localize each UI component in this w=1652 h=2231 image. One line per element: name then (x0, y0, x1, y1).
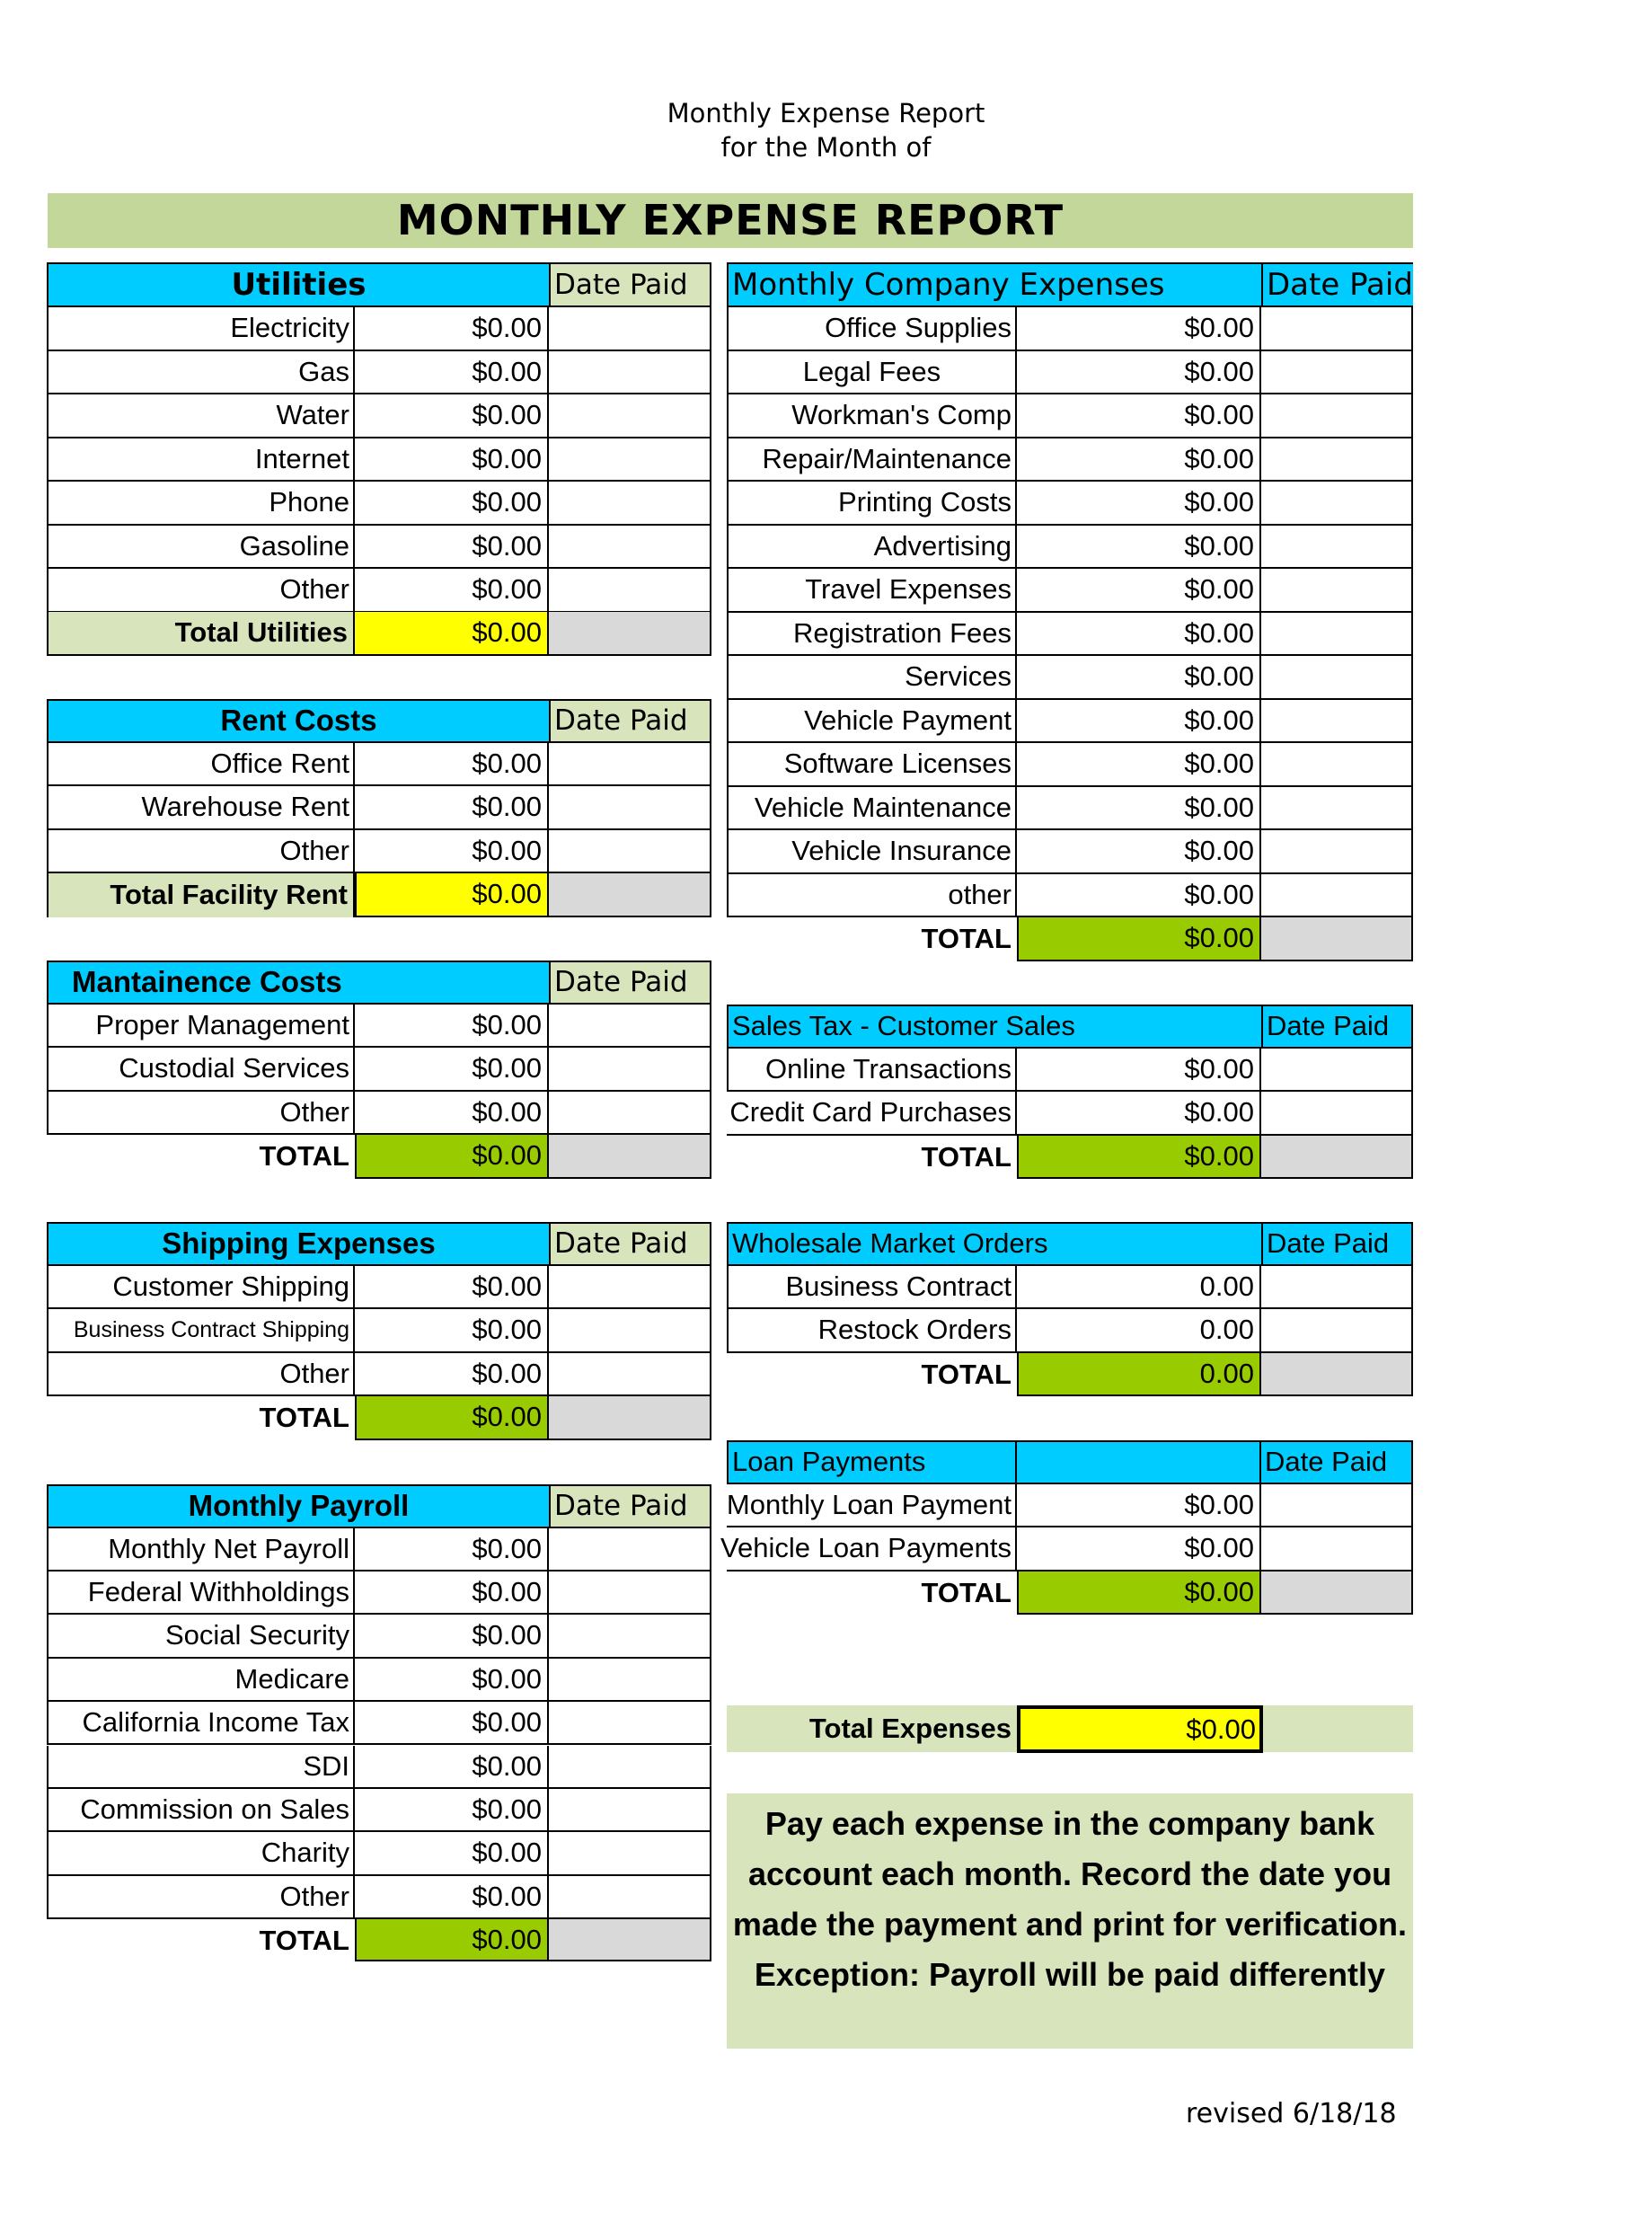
date-paid-field[interactable] (1261, 830, 1413, 874)
row-label: Business Contract (727, 1266, 1017, 1310)
loans-row (720, 1527, 1413, 1571)
amount-field[interactable]: $0.00 (1017, 569, 1261, 613)
loan-payments-title: Loan Payments (732, 1446, 926, 1478)
row-label: Services (727, 656, 1017, 700)
loan-total-amount: $0.00 (1017, 1571, 1261, 1616)
row-label: Phone (47, 482, 355, 526)
maintenance-row (47, 1048, 711, 1092)
amount-field[interactable]: $0.00 (355, 438, 549, 482)
amount-field[interactable]: $0.00 (1017, 351, 1261, 395)
amount-field[interactable]: $0.00 (1017, 1049, 1261, 1093)
date-paid-field[interactable] (549, 1309, 711, 1353)
date-paid-field[interactable] (1261, 438, 1413, 482)
payroll-total-amount: $0.00 (355, 1919, 549, 1961)
row-label: Repair/Maintenance (727, 438, 1017, 482)
company-row (727, 438, 1413, 482)
sales-tax-total-label: TOTAL (921, 1140, 1012, 1173)
shipping-total-row (47, 1396, 711, 1440)
amount-field[interactable]: $0.00 (355, 1746, 549, 1789)
payroll-total-row (47, 1919, 711, 1961)
amount-field[interactable]: $0.00 (355, 786, 549, 830)
row-label: Travel Expenses (727, 569, 1017, 613)
date-paid-field[interactable] (549, 1266, 711, 1310)
amount-field[interactable]: $0.00 (355, 1702, 549, 1745)
date-paid-header: Date Paid (549, 961, 711, 1005)
row-label: Software Licenses (727, 743, 1017, 787)
wholesale-row (727, 1266, 1413, 1310)
maintenance-row (47, 1092, 711, 1136)
date-paid-header: Date Paid (1261, 262, 1413, 307)
row-label: Restock Orders (727, 1309, 1017, 1353)
date-paid-field[interactable] (549, 1048, 711, 1092)
amount-field[interactable]: $0.00 (1017, 743, 1261, 787)
row-label: Internet (47, 438, 355, 482)
row-label: Printing Costs (727, 482, 1017, 526)
payroll-row (47, 1746, 711, 1789)
company-total-amount: $0.00 (1017, 917, 1261, 961)
maintenance-total-date (549, 1135, 711, 1179)
utilities-row (47, 351, 711, 395)
utilities-row (47, 569, 711, 613)
date-paid-field[interactable] (1261, 394, 1413, 438)
utilities-row (47, 307, 711, 351)
date-paid-field[interactable] (1261, 656, 1413, 700)
date-paid-field[interactable] (549, 1615, 711, 1658)
maintenance-title: Mantainence Costs (72, 965, 342, 999)
payroll-header (47, 1484, 711, 1528)
date-paid-header: Date Paid (1261, 1222, 1413, 1266)
loan-payments-header (727, 1440, 1413, 1484)
row-label: Credit Card Purchases (727, 1092, 1017, 1136)
company-row (727, 613, 1413, 657)
date-paid-header: Date Paid (549, 699, 711, 743)
amount-field[interactable]: $0.00 (355, 1353, 549, 1397)
total-facility-rent-date (549, 873, 711, 917)
amount-field[interactable]: $0.00 (1017, 830, 1261, 874)
row-label: Office Supplies (727, 307, 1017, 351)
rent-total-row (47, 873, 711, 917)
amount-field[interactable]: 0.00 (1017, 1266, 1261, 1310)
date-paid-field[interactable] (1261, 743, 1413, 787)
shipping-row (47, 1353, 711, 1397)
date-paid-field[interactable] (549, 438, 711, 482)
amount-field[interactable]: $0.00 (1017, 526, 1261, 570)
company-row (727, 787, 1413, 831)
amount-field[interactable]: $0.00 (355, 569, 549, 613)
date-paid-field[interactable] (1261, 1049, 1413, 1093)
company-row (727, 874, 1413, 918)
total-utilities-label: Total Utilities (47, 612, 355, 656)
company-row (727, 656, 1413, 700)
utilities-row (47, 438, 711, 482)
total-expenses-amount: $0.00 (1017, 1705, 1263, 1753)
sales-tax-header (727, 1005, 1413, 1049)
amount-field[interactable]: $0.00 (1017, 874, 1261, 918)
amount-field[interactable]: $0.00 (355, 1615, 549, 1658)
amount-field[interactable]: $0.00 (355, 1571, 549, 1615)
date-paid-field[interactable] (549, 1702, 711, 1745)
loan-total-date (1261, 1571, 1413, 1616)
rent-title: Rent Costs (220, 704, 377, 738)
amount-field[interactable]: $0.00 (1017, 307, 1261, 351)
maintenance-total-amount: $0.00 (355, 1135, 549, 1179)
rent-row (47, 786, 711, 830)
loan-total-row (727, 1571, 1413, 1616)
date-paid-field[interactable] (549, 1789, 711, 1832)
date-paid-field[interactable] (1261, 526, 1413, 570)
date-paid-header: Date Paid (549, 262, 711, 307)
row-label: Gas (47, 351, 355, 395)
date-paid-field[interactable] (1261, 1527, 1413, 1571)
amount-field[interactable]: $0.00 (355, 1266, 549, 1310)
row-label: Electricity (47, 307, 355, 351)
date-paid-field[interactable] (549, 1005, 711, 1049)
amount-field[interactable]: $0.00 (355, 1876, 549, 1919)
amount-field[interactable]: $0.00 (1017, 438, 1261, 482)
date-paid-field[interactable] (549, 830, 711, 874)
company-row (727, 482, 1413, 526)
amount-field[interactable]: $0.00 (1017, 613, 1261, 657)
row-label: other (727, 874, 1017, 918)
row-label: Social Security (47, 1615, 355, 1658)
amount-field[interactable]: $0.00 (1017, 1527, 1261, 1571)
date-paid-field[interactable] (549, 1571, 711, 1615)
maintenance-total-row (47, 1135, 711, 1179)
amount-field[interactable]: $0.00 (355, 351, 549, 395)
date-paid-header: Date Paid (1261, 1005, 1413, 1049)
date-paid-field[interactable] (549, 482, 711, 526)
report-month-line: for the Month of (720, 132, 932, 163)
total-expenses-bar (727, 1705, 1413, 1752)
date-paid-field[interactable] (549, 1528, 711, 1571)
loan-total-label: TOTAL (921, 1576, 1012, 1608)
company-total-label: TOTAL (921, 923, 1012, 955)
row-label: Office Rent (47, 743, 355, 787)
payroll-row (47, 1876, 711, 1919)
rent-row (47, 743, 711, 787)
date-paid-field[interactable] (549, 1746, 711, 1789)
instructions-note: Pay each expense in the company bank account each month. Record the date you made the payment and print for verification. Exception: Payroll will be paid differently (727, 1793, 1413, 2049)
amount-field[interactable]: $0.00 (1017, 1484, 1261, 1528)
company-row (727, 351, 1413, 395)
row-label: Warehouse Rent (47, 786, 355, 830)
row-label: Commission on Sales (47, 1789, 355, 1832)
sales-tax-row (727, 1049, 1413, 1093)
amount-field[interactable]: 0.00 (1017, 1309, 1261, 1353)
date-paid-header: Date Paid (1261, 1440, 1413, 1484)
report-subtitle: Monthly Expense Report (667, 98, 985, 128)
sales-tax-title: Sales Tax - Customer Sales (732, 1010, 1075, 1042)
row-label: California Income Tax (47, 1702, 355, 1745)
payroll-row (47, 1659, 711, 1702)
amount-field[interactable]: $0.00 (1017, 482, 1261, 526)
date-paid-field[interactable] (549, 526, 711, 570)
payroll-row (47, 1571, 711, 1615)
amount-field[interactable]: $0.00 (1017, 394, 1261, 438)
sales-tax-total-amount: $0.00 (1017, 1136, 1261, 1180)
sales-tax-total-row (727, 1136, 1413, 1180)
sales-tax-total-date (1261, 1136, 1413, 1180)
date-paid-field[interactable] (549, 307, 711, 351)
payroll-row (47, 1832, 711, 1875)
amount-field[interactable]: $0.00 (355, 526, 549, 570)
company-row (727, 394, 1413, 438)
company-expenses-title: Monthly Company Expenses (732, 267, 1165, 303)
amount-field[interactable]: $0.00 (355, 1659, 549, 1702)
date-paid-field[interactable] (1261, 351, 1413, 395)
utilities-row (47, 526, 711, 570)
company-row (727, 830, 1413, 874)
amount-field[interactable]: $0.00 (1017, 656, 1261, 700)
maintenance-row (47, 1005, 711, 1049)
row-label: Customer Shipping (47, 1266, 355, 1310)
shipping-title: Shipping Expenses (162, 1226, 436, 1261)
payroll-row (47, 1615, 711, 1658)
row-label: Registration Fees (727, 613, 1017, 657)
date-paid-field[interactable] (1261, 569, 1413, 613)
amount-field[interactable]: $0.00 (355, 1048, 549, 1092)
company-row (727, 526, 1413, 570)
date-paid-field[interactable] (1261, 1266, 1413, 1310)
date-paid-header: Date Paid (549, 1484, 711, 1528)
wholesale-total-row (727, 1353, 1413, 1397)
loans-row (727, 1484, 1413, 1528)
date-paid-field[interactable] (549, 351, 711, 395)
company-total-row (727, 917, 1413, 961)
date-paid-field[interactable] (1261, 613, 1413, 657)
row-label: Other (47, 1876, 355, 1919)
wholesale-total-date (1261, 1353, 1413, 1397)
sales-tax-row (727, 1092, 1413, 1136)
wholesale-header (727, 1222, 1413, 1266)
revised-date: revised 6/18/18 (1186, 2098, 1397, 2129)
date-paid-field[interactable] (549, 1876, 711, 1919)
company-row (727, 700, 1413, 744)
date-paid-field[interactable] (549, 1353, 711, 1397)
row-label: Advertising (727, 526, 1017, 570)
date-paid-field[interactable] (549, 1832, 711, 1875)
row-label: Water (47, 394, 355, 438)
row-label: Workman's Comp (727, 394, 1017, 438)
shipping-row (47, 1309, 711, 1353)
row-label: Monthly Loan Payment (727, 1484, 1017, 1528)
row-label: Other (47, 569, 355, 613)
amount-field[interactable]: $0.00 (355, 1528, 549, 1571)
total-utilities-amount: $0.00 (355, 612, 549, 656)
row-label: Medicare (47, 1659, 355, 1702)
payroll-row (47, 1528, 711, 1571)
total-facility-rent-amount: $0.00 (355, 873, 549, 917)
date-paid-field[interactable] (1261, 1484, 1413, 1528)
date-paid-field[interactable] (1261, 1092, 1413, 1136)
maintenance-header (47, 961, 711, 1005)
company-total-date (1261, 917, 1413, 961)
amount-field[interactable]: $0.00 (355, 1005, 549, 1049)
date-paid-header: Date Paid (549, 1222, 711, 1266)
company-expenses-header (727, 262, 1413, 307)
row-label: Other (47, 1353, 355, 1397)
date-paid-field[interactable] (549, 743, 711, 787)
date-paid-field[interactable] (549, 569, 711, 613)
payroll-title: Monthly Payroll (188, 1489, 410, 1523)
row-label: Vehicle Payment (727, 700, 1017, 744)
date-paid-field[interactable] (549, 786, 711, 830)
utilities-title: Utilities (231, 267, 367, 303)
row-label: Online Transactions (727, 1049, 1017, 1093)
row-label: Proper Management (47, 1005, 355, 1049)
rent-row (47, 830, 711, 874)
wholesale-title: Wholesale Market Orders (732, 1227, 1048, 1260)
total-facility-rent-label: Total Facility Rent (47, 873, 355, 917)
row-label: Vehicle Loan Payments (727, 1527, 1017, 1571)
row-label: Business Contract Shipping (47, 1309, 355, 1353)
amount-field[interactable]: $0.00 (355, 307, 549, 351)
page-title: MONTHLY EXPENSE REPORT (48, 193, 1413, 248)
utilities-header (47, 262, 711, 307)
wholesale-total-label: TOTAL (921, 1358, 1012, 1390)
payroll-row (47, 1702, 711, 1745)
total-utilities-date (549, 612, 711, 656)
row-label: Custodial Services (47, 1048, 355, 1092)
wholesale-total-amount: 0.00 (1017, 1353, 1261, 1397)
date-paid-field[interactable] (549, 1659, 711, 1702)
utilities-total-row (47, 612, 711, 656)
loan-header-blank (1017, 1440, 1261, 1484)
date-paid-field[interactable] (549, 394, 711, 438)
amount-field[interactable]: $0.00 (355, 1832, 549, 1875)
row-label: Legal Fees (727, 351, 1017, 395)
amount-field[interactable]: $0.00 (1017, 787, 1261, 831)
maintenance-total-label: TOTAL (259, 1140, 349, 1173)
shipping-header (47, 1222, 711, 1266)
date-paid-field[interactable] (549, 1092, 711, 1136)
payroll-total-label: TOTAL (259, 1924, 349, 1956)
wholesale-row (727, 1309, 1413, 1353)
shipping-total-amount: $0.00 (355, 1396, 549, 1440)
row-label: Federal Withholdings (47, 1571, 355, 1615)
utilities-row (47, 482, 711, 526)
payroll-row (47, 1789, 711, 1832)
amount-field[interactable]: $0.00 (355, 1309, 549, 1353)
row-label: SDI (47, 1746, 355, 1789)
shipping-row (47, 1266, 711, 1310)
utilities-row (47, 394, 711, 438)
row-label: Monthly Net Payroll (47, 1528, 355, 1571)
amount-field[interactable]: $0.00 (355, 743, 549, 787)
amount-field[interactable]: $0.00 (355, 482, 549, 526)
rent-header (47, 699, 711, 743)
amount-field[interactable]: $0.00 (355, 1092, 549, 1136)
row-label: Gasoline (47, 526, 355, 570)
shipping-total-label: TOTAL (259, 1402, 349, 1434)
company-row (727, 569, 1413, 613)
total-expenses-label: Total Expenses (808, 1713, 1012, 1744)
company-row (727, 743, 1413, 787)
row-label: Vehicle Maintenance (727, 787, 1017, 831)
row-label: Other (47, 1092, 355, 1136)
date-paid-field[interactable] (1261, 874, 1413, 918)
date-paid-field[interactable] (1261, 482, 1413, 526)
row-label: Charity (47, 1832, 355, 1875)
date-paid-field[interactable] (1261, 787, 1413, 831)
company-row (727, 307, 1413, 351)
amount-field[interactable]: $0.00 (355, 394, 549, 438)
date-paid-field[interactable] (1261, 307, 1413, 351)
amount-field[interactable]: $0.00 (1017, 700, 1261, 744)
row-label: Vehicle Insurance (727, 830, 1017, 874)
date-paid-field[interactable] (1261, 700, 1413, 744)
row-label: Other (47, 830, 355, 874)
amount-field[interactable]: $0.00 (355, 830, 549, 874)
amount-field[interactable]: $0.00 (355, 1789, 549, 1832)
payroll-total-date (549, 1919, 711, 1961)
shipping-total-date (549, 1396, 711, 1440)
date-paid-field[interactable] (1261, 1309, 1413, 1353)
amount-field[interactable]: $0.00 (1017, 1092, 1261, 1136)
